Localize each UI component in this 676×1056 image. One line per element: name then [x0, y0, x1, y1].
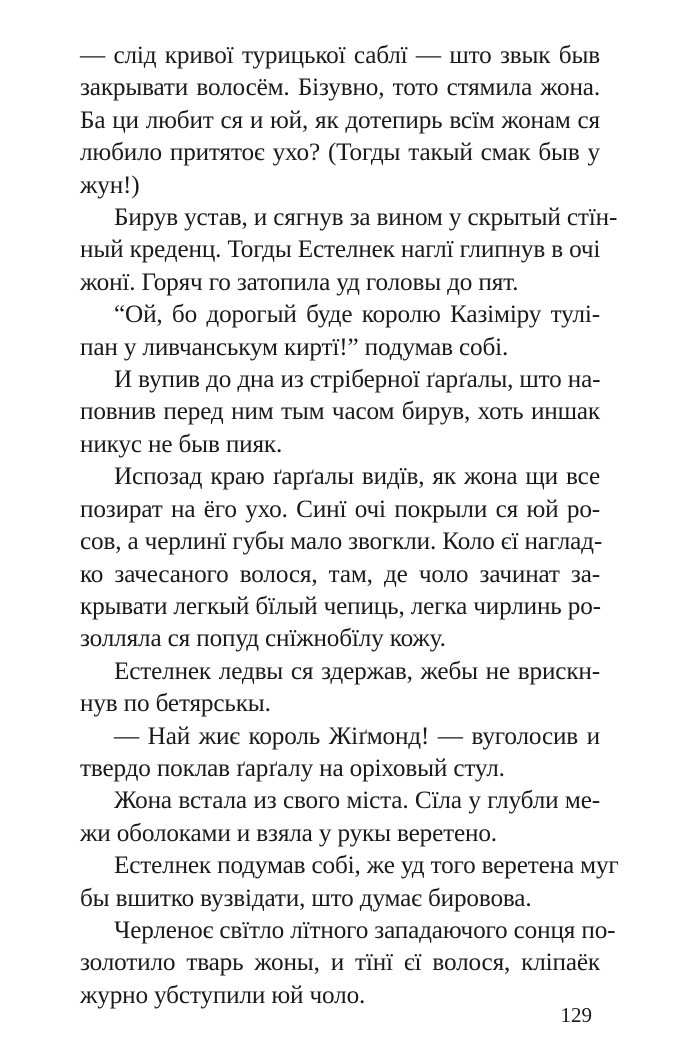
text-line: жи оболоками и взяла у рукы веретено.: [80, 819, 497, 847]
text-line: журно убступили юй чоло.: [80, 981, 366, 1009]
text-line: крывати легкый бїлый чепиць, легка чирлинь ро-: [80, 592, 601, 620]
text-line: закрывати волосём. Бізувно, тото стямила жона.: [80, 74, 600, 102]
text-line: “Ой, бо дорогый буде королю Казіміру тулі-: [114, 301, 600, 329]
text-line: любило притятоє ухо? (Тогды такый смак быв у: [80, 139, 600, 167]
text-line: пан у ливчанськум киртї!” подумав собі.: [80, 333, 509, 361]
paragraph: [80, 721, 600, 786]
text-line: — слід кривої турицької саблї — што звык быв: [80, 42, 600, 69]
paragraph: [80, 656, 600, 721]
text-line: золотило тварь жоны, и тїнї єї волося, кліпаёк: [80, 949, 600, 977]
body-text: [80, 40, 619, 1012]
text-line: золляла ся попуд снїжнобїлу кожу.: [80, 625, 446, 653]
text-line: Ба ци любит ся и юй, як дотепирь всїм жонам ся: [80, 106, 600, 134]
text-line: Жона встала из свого міста. Сїла у глубли ме-: [114, 787, 600, 815]
paragraph: [80, 364, 600, 461]
text-line: — Най жиє король Жіґмонд! — вуголосив и: [114, 722, 600, 750]
text-line: жонї. Горяч го затопила уд головы до пят.: [80, 268, 519, 296]
page-number: 129: [560, 1003, 592, 1027]
text-line: Бирув устав, и сягнув за вином у скрытый стїн-: [114, 204, 618, 232]
paragraph: [80, 915, 616, 1012]
text-line: ко зачесаного волося, там, де чоло зачинат за-: [80, 560, 600, 588]
text-line: Естелнек подумав собі, же уд того веретена муг: [114, 852, 619, 880]
text-line: Испозад краю ґарґалы видїв, як жона щи все: [114, 463, 600, 491]
text-line: Естелнек ледвы ся здержав, жебы не врискн-: [114, 657, 600, 685]
text-line: сов, а черлинї губы мало звогкли. Коло єї наглад-: [80, 528, 603, 556]
paragraph: [80, 299, 600, 364]
paragraph: [80, 785, 600, 850]
text-line: ный креденц. Тогды Естелнек наглї глипнув в очі: [80, 236, 601, 264]
text-line: повнив перед ним тым часом бирув, хоть иншак: [80, 398, 600, 426]
paragraph: [80, 850, 619, 915]
paragraph: [80, 202, 618, 299]
text-line: твердо поклав ґарґалу на оріховый стул.: [80, 754, 505, 782]
text-line: Черленоє свїтло лїтного западаючого сонця по-: [114, 916, 616, 944]
paragraph: [80, 40, 600, 202]
text-line: жун!): [80, 171, 140, 199]
text-line: никус не быв пияк.: [80, 430, 283, 458]
text-line: бы вшитко вузвідати, што думає бировова.: [80, 884, 532, 912]
paragraph: [80, 461, 603, 655]
text-line: позират на ёго ухо. Синї очі покрыли ся юй ро-: [80, 495, 600, 523]
text-line: нув по бетярськы.: [80, 690, 271, 718]
text-line: И вупив до дна из стріберної ґарґалы, што на-: [114, 366, 601, 394]
